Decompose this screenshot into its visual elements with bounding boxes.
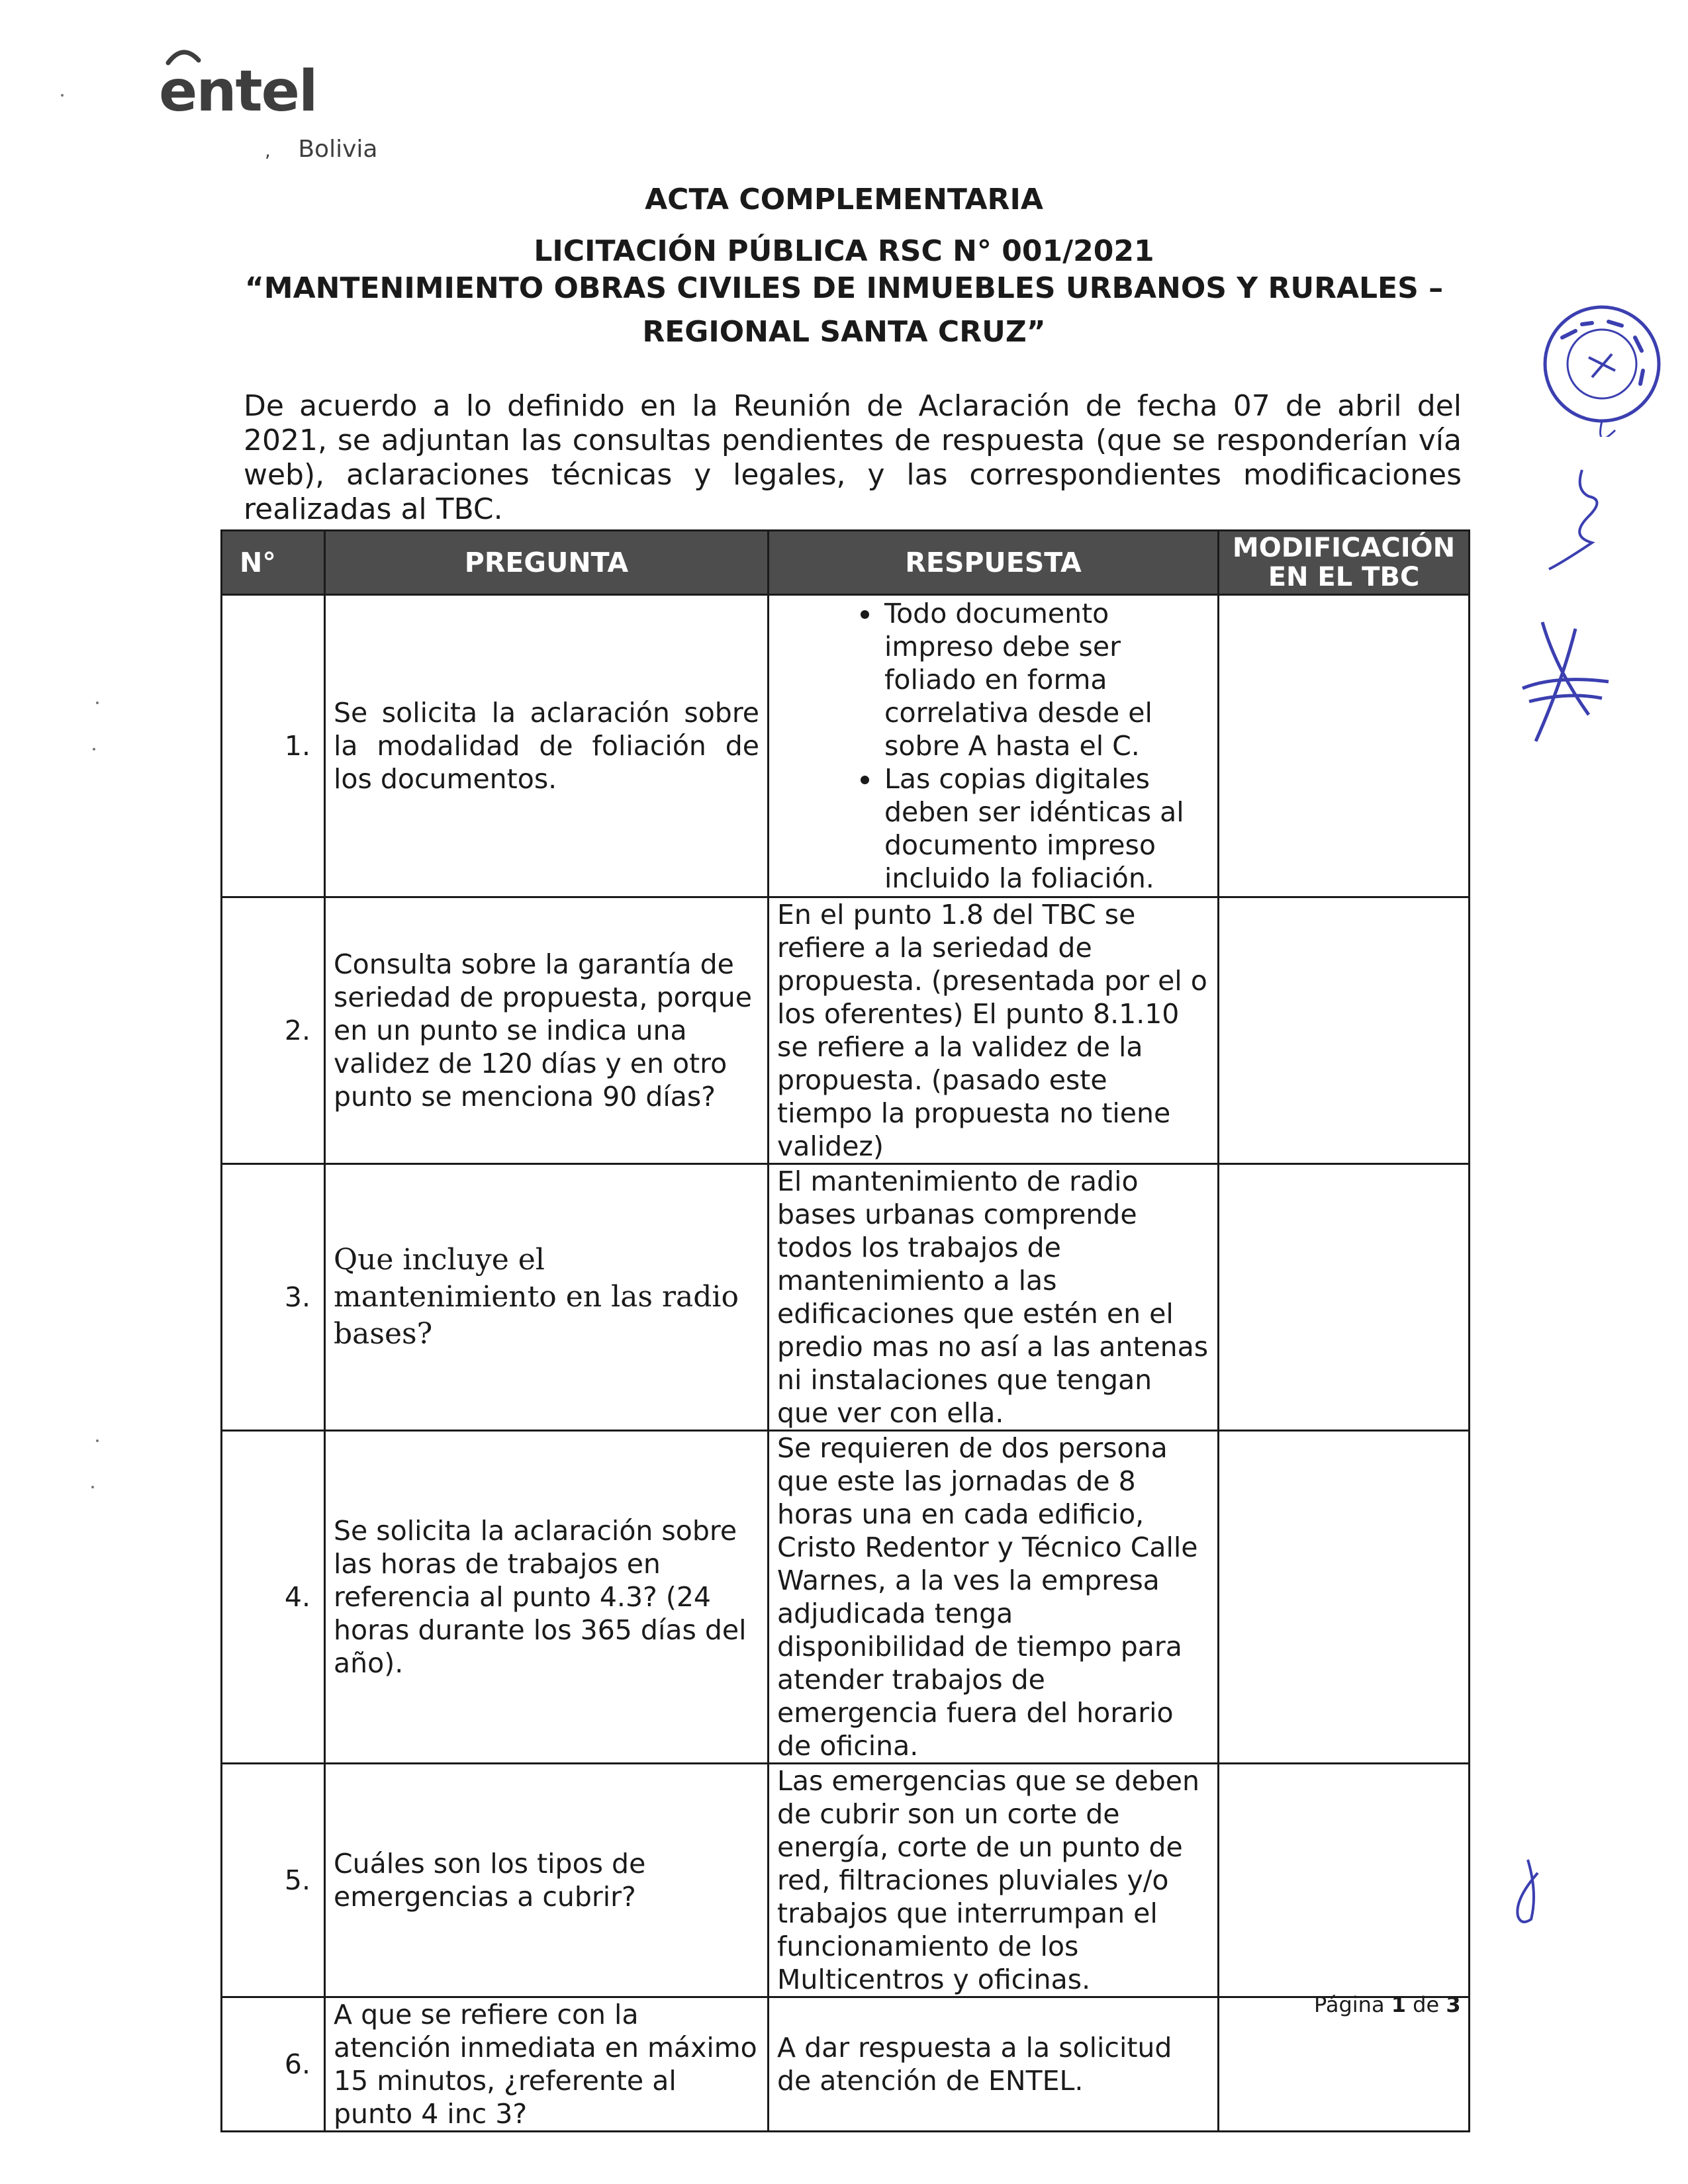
table-row <box>222 1997 1470 2132</box>
row-question: Cuáles son los tipos de emergencias a cubrir? <box>325 1764 769 1997</box>
table-row <box>222 1764 1470 1997</box>
logo-tick-icon: , <box>265 140 271 161</box>
scan-speck <box>96 702 99 704</box>
table-row <box>222 1164 1470 1431</box>
questions-table <box>220 529 1470 2132</box>
tender-name-line2: REGIONAL SANTA CRUZ” <box>642 315 1046 349</box>
answer-bullet-list <box>777 597 1209 895</box>
header-answer: RESPUESTA <box>769 531 1219 595</box>
logo-arc-icon <box>164 46 203 66</box>
scan-speck <box>96 1439 99 1442</box>
row-answer: Se requieren de dos persona que este las jornadas de 8 horas una en cada edificio, Cristo Redentor y Técnico Calle Warnes, a la ves la empresa adjudicada tenga disponibilidad de tiempo para atender trabajos de emergencia fuera del horario de oficina. <box>769 1431 1219 1764</box>
row-modification <box>1219 897 1470 1164</box>
row-number: 1. <box>222 595 325 897</box>
logo-subtitle: Bolivia <box>298 136 378 163</box>
row-modification <box>1219 1431 1470 1764</box>
logo-wordmark: entel <box>159 58 317 124</box>
row-modification <box>1219 1164 1470 1431</box>
scan-speck <box>93 748 95 751</box>
table-header-row <box>222 531 1470 595</box>
row-number: 4. <box>222 1431 325 1764</box>
table-row <box>222 897 1470 1164</box>
row-question: Que incluye el mantenimiento en las radio bases? <box>325 1164 769 1431</box>
row-answer <box>769 595 1219 897</box>
signature-mark <box>1542 463 1622 576</box>
tender-number: LICITACIÓN PÚBLICA RSC N° 001/2021 <box>534 234 1154 268</box>
page-total: 3 <box>1446 1992 1461 2017</box>
page-number <box>1314 1992 1461 2017</box>
row-number: 5. <box>222 1764 325 1997</box>
tender-name-line1: “MANTENIMIENTO OBRAS CIVILES DE INMUEBLES URBANOS Y RURALES – <box>244 271 1444 305</box>
row-answer: En el punto 1.8 del TBC se refiere a la seriedad de propuesta. (presentada por el o los oferentes) El punto 8.1.10 se refiere a la validez de la propuesta. (pasado este tiempo la propuesta no tiene validez) <box>769 897 1219 1164</box>
table-row <box>222 595 1470 897</box>
row-number: 3. <box>222 1164 325 1431</box>
header-question: PREGUNTA <box>325 531 769 595</box>
answer-bullet: • Todo documento impreso debe ser foliado en forma correlativa desde el sobre A hasta el C. <box>882 597 1209 762</box>
row-question: Consulta sobre la garantía de seriedad de propuesta, porque en un punto se indica una validez de 120 días y en otro punto se menciona 90 días? <box>325 897 769 1164</box>
page-of: de <box>1413 1992 1440 2017</box>
row-number: 6. <box>222 1997 325 2132</box>
row-number: 2. <box>222 897 325 1164</box>
page-current: 1 <box>1391 1992 1406 2017</box>
initials-mark <box>1508 1853 1548 1933</box>
row-answer: A dar respuesta a la solicitud de atención de ENTEL. <box>769 1997 1219 2132</box>
answer-bullet: • Las copias digitales deben ser idénticas al documento impreso incluido la foliación. <box>882 762 1209 895</box>
scan-speck <box>91 1486 94 1488</box>
header-number: N° <box>222 531 325 595</box>
row-question: Se solicita la aclaración sobre la modalidad de foliación de los documentos. <box>325 595 769 897</box>
row-question: Se solicita la aclaración sobre las horas de trabajos en referencia al punto 4.3? (24 horas durante los 365 días del año). <box>325 1431 769 1764</box>
page-label: Página <box>1314 1992 1385 2017</box>
row-answer: El mantenimiento de radio bases urbanas comprende todos los trabajos de mantenimiento a las edificaciones que estén en el predio mas no así a las antenas ni instalaciones que tengan que ver con ella. <box>769 1164 1219 1431</box>
row-answer: Las emergencias que se deben de cubrir son un corte de energía, corte de un punto de red, filtraciones pluviales y/o trabajos que interrumpan el funcionamiento de los Multicentros y oficinas. <box>769 1764 1219 1997</box>
official-stamp <box>1536 291 1668 437</box>
scan-speck <box>61 94 64 97</box>
row-modification <box>1219 1764 1470 1997</box>
header-modification: MODIFICACIÓN EN EL TBC <box>1219 531 1470 595</box>
row-question: A que se refiere con la atención inmediata en máximo 15 minutos, ¿referente al punto 4 inc 3? <box>325 1997 769 2132</box>
entel-logo <box>159 58 378 163</box>
signature-mark <box>1516 615 1615 761</box>
row-modification <box>1219 595 1470 897</box>
document-title: ACTA COMPLEMENTARIA <box>645 183 1043 216</box>
intro-paragraph: De acuerdo a lo definido en la Reunión de Aclaración de fecha 07 de abril del 2021, se adjuntan las consultas pendientes de respuesta (que se responderían vía web), aclaraciones técnicas y legales, y las correspondientes modificaciones realizadas al TBC. <box>244 389 1462 526</box>
table-row <box>222 1431 1470 1764</box>
